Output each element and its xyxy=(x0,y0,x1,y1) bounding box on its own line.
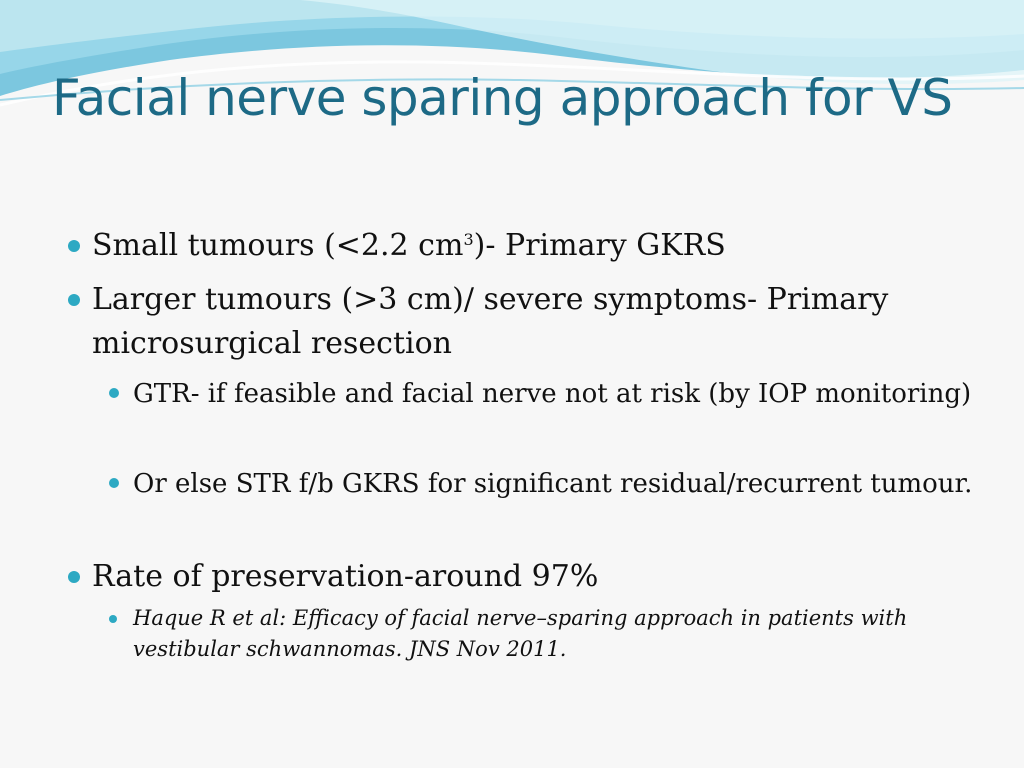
subbullet-dot-icon xyxy=(109,388,119,398)
bullet-larger-tumours xyxy=(92,278,972,366)
rate-preservation-text: Rate of preservation-around 97% xyxy=(92,559,599,594)
bullet-dot-icon xyxy=(68,571,80,583)
subbullet-dot-icon xyxy=(109,478,119,488)
slide-title: Facial nerve sparing approach for VS xyxy=(52,69,953,127)
str-text: Or else STR f/b GKRS for significant residual/recurrent tumour. xyxy=(133,469,973,499)
subbullet-dot-icon xyxy=(109,615,117,623)
citation-text: Haque R et al: Efficacy of facial nerve–sparing approach in patients with vestibular schwannomas. JNS Nov 2011. xyxy=(133,606,908,661)
gtr-text: GTR- if feasible and facial nerve not at risk (by IOP monitoring) xyxy=(133,379,972,409)
small-tumours-prefix: Small tumours (<2.2 cm xyxy=(92,228,464,263)
bullet-dot-icon xyxy=(68,240,80,252)
subbullet-gtr xyxy=(133,373,983,415)
bullet-rate-preservation xyxy=(92,555,972,599)
bullet-small-tumours-text xyxy=(92,224,972,268)
bullet-small-tumours xyxy=(92,224,972,268)
cubic-superscript: 3 xyxy=(463,230,474,249)
bullet-dot-icon xyxy=(68,294,80,306)
subbullet-citation xyxy=(133,603,963,665)
subbullet-str xyxy=(133,463,983,505)
small-tumours-suffix: )- Primary GKRS xyxy=(473,228,726,263)
larger-tumours-text: Larger tumours (>3 cm)/ severe symptoms- Primary microsurgical resection xyxy=(92,282,889,361)
